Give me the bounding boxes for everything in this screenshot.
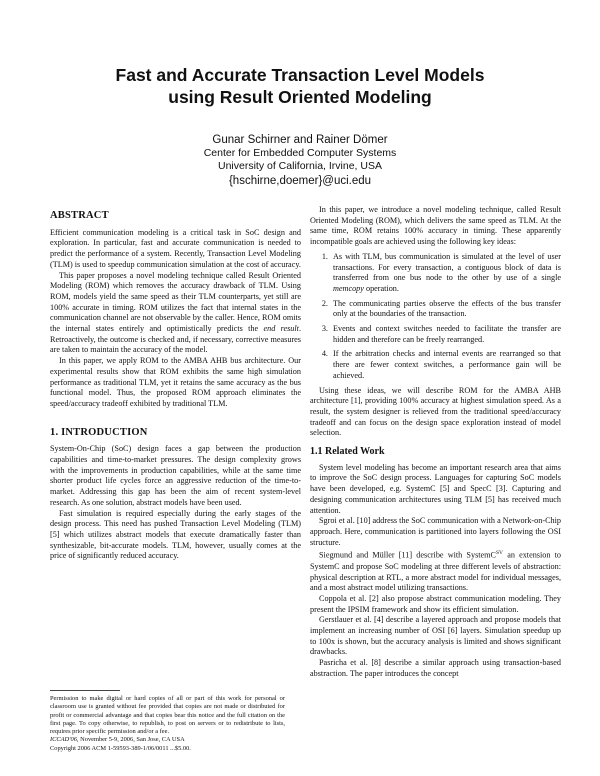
abstract-p2-text-b: . Retroactively, the outcome is checked and, if necessary, corrective measures are taken to maintain the accuracy of the model. [50,324,301,355]
introduction-paragraph-2: Fast simulation is required especially during the early stages of the design process. This need has pushed Transaction Level Modeling (TLM) [5] which utilizes abstract models that execute dramatically faster than synthesizable, bit-accurate models. TLM, however, usually comes at the price of significantly reduced accuracy. [50,508,301,561]
right-column [310,205,561,680]
systemc-sv-superscript: SV [496,550,504,557]
abstract-paragraph-2 [50,271,301,357]
related-p3-text-b: an extension to SystemC and propose SoC modeling at three different levels of abstraction: physical description at RTL, a more abstract model for individual messages, and a most abstract model utilizing transactions. [310,551,561,593]
key-idea-1-text-a: As with TLM, bus communication is simulated at the level of user transactions. For every transaction, a contiguous block of data is transferred from one bus node to the other by use of a single [333,251,561,283]
introduction-heading: 1. INTRODUCTION [50,426,148,438]
footnote-rule [50,690,120,691]
key-idea-1-text-b: operation. [363,283,399,293]
related-paragraph-2: Sgroi et al. [10] address the SoC communication with a Network-on-Chip approach. Here, communication is partitioned into layers following the OSI structure. [310,516,561,547]
abstract-p2-emphasis: end result [263,324,299,334]
abstract-heading: ABSTRACT [50,210,109,221]
key-idea-2: 2. The communicating parties observe the effects of the bus transfer only at the boundaries of the transaction. [330,299,561,320]
abstract-p2-text-a: This paper proposes a novel modeling technique called Result Oriented Modeling (ROM) which removes the accuracy drawback of TLM. Using ROM, models yield the same speed as their TLM counterparts, yet still are 100% accurate in timing. ROM utilizes the fact that internal states in the communication channel are not observable by the caller. Hence, ROM omits the internal states entirely and optimistically predicts the [50,270,301,334]
title-line-1: Fast and Accurate Transaction Level Models [115,65,485,85]
introduction-paragraph-1: System-On-Chip (SoC) design faces a gap between the production capabilities and time-to-market pressures. The design complexity grows with the improvements in production capabilities, while at the same time shorter product life cycles force an aggressive reduction of the time-to-market. Addressing this gap has been the aim of recent system-level research. As one solution, abstract models have been used. [50,444,301,507]
related-paragraph-1: System level modeling has become an important research area that aims to improve the SoC design process. Languages for capturing SoC models have been developed, e.g. SystemC [5] and SpecC [3]. Capturing and designing communication architectures using TLM [5] has received much attention. [310,462,561,515]
copyright-line: Copyright 2006 ACM 1-59593-389-1/06/0011 ...$5.00. [50,744,191,752]
author-names: Gunar Schirner and Rainer Dömer [212,134,388,146]
conference-name: ICCAD'06, [50,736,79,744]
key-ideas-list [310,252,561,382]
author-block [40,133,560,188]
related-work-heading: 1.1 Related Work [310,446,385,458]
affiliation-center: Center for Embedded Computer Systems [203,147,397,159]
abstract-paragraph-3: In this paper, we apply ROM to the AMBA AHB bus architecture. Our experimental results show that ROM exhibits the same high simulation performance as traditional TLM, yet it retains the same accuracy as the bus functional model. Thus, the proposed ROM approach eliminates the speed/accuracy tradeoff exhibited by traditional TLM. [50,356,301,408]
conference-details: November 5-9, 2006, San Jose, CA USA [78,736,185,744]
permission-footnote [50,690,285,753]
related-paragraph-4: Coppola et al. [2] also propose abstract communication modeling. They present the IPSIM framework and show its efficient simulation. [310,593,561,614]
paper-title [40,64,560,108]
key-idea-1 [330,252,561,295]
related-p3-text-a: Siegmund and Müller [11] describe with SystemC [319,551,496,561]
title-line-2: using Result Oriented Modeling [168,87,432,107]
title-block [40,64,560,188]
permission-text: Permission to make digital or hard copies of all or part of this work for personal or classroom use is granted without fee provided that copies are not made or distributed for profit or commercial advantage and that copies bear this notice and the full citation on the first page. To copy otherwise, to republish, to post on servers or to redistribute to lists, requires prior specific permission and/or a fee. [50,695,285,736]
key-idea-3: 3. Events and context switches needed to facilitate the transfer are hidden and therefore can be freely rearranged. [330,324,561,345]
left-column [50,205,301,562]
related-paragraph-6: Pasricha et al. [8] describe a similar approach using transaction-based abstraction. The paper introduces the concept [310,658,561,678]
affiliation-university: University of California, Irvine, USA [218,159,382,172]
ideas-summary: Using these ideas, we will describe ROM for the AMBA AHB architecture [1], providing 100% accuracy at highest simulation speed. As a result, the system designer is relieved from the traditional speed/accuracy tradeoff and can focus on the design space exploration instead of model selection. [310,385,561,438]
memcopy-term: memcopy [333,283,364,293]
related-paragraph-5: Gerstlauer et al. [4] describe a layered approach and propose models that implement an increasing number of OSI [6] layers. Simulation speedup up to 100x is shown, but the accuracy analysis is limited and shows significant drawbacks. [310,615,561,657]
author-email[interactable]: {hschirne,doemer}@uci.edu [228,175,372,187]
conference-venue [50,736,285,744]
intro-continued: In this paper, we introduce a novel modeling technique, called Result Oriented Modeling (ROM), which delivers the same speed as TLM. At the same time, ROM retains 100% accuracy in timing. These apparently incompatible goals are achieved using the following key ideas: [310,205,561,247]
key-idea-4: 4. If the arbitration checks and internal events are rearranged so that there are fewer context switches, a performance gain will be achieved. [330,349,561,381]
related-paragraph-3 [310,548,561,594]
abstract-paragraph-1: Efficient communication modeling is a critical task in SoC design and exploration. In particular, fast and accurate communication is needed to predict the performance of a system. Recently, Transaction Level Modeling (TLM) is used to speedup communication simulation at the cost of accuracy. [50,227,301,269]
